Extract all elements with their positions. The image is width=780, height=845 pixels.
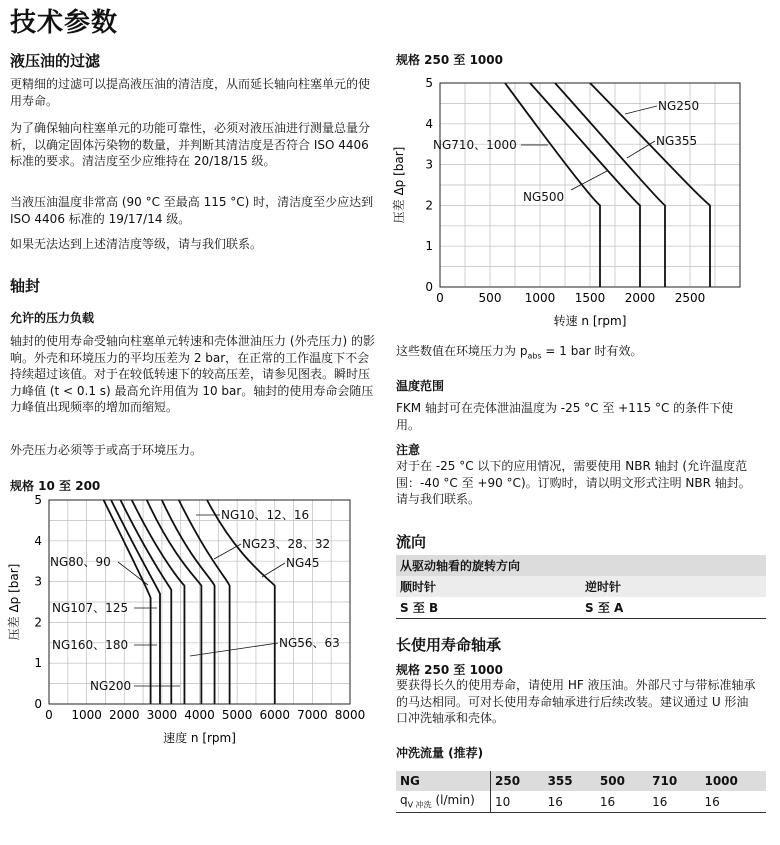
direction-value-counterclockwise: S 至 A <box>585 601 624 615</box>
direction-value-row <box>396 597 766 619</box>
flush-size: 250 <box>495 774 521 788</box>
series-label: NG80、90 <box>50 555 111 569</box>
series-label: NG23、28、32 <box>242 537 331 551</box>
series-label: NG45 <box>286 556 320 570</box>
x-tick-label: 1000 <box>71 708 102 722</box>
flush-size: 1000 <box>704 774 738 788</box>
y-tick-label: 2 <box>34 615 42 630</box>
ambient-pressure-note <box>396 343 756 365</box>
seal-paragraph-2: 外壳压力必须等于或高于环境压力。 <box>10 443 203 457</box>
y-tick-label: 1 <box>425 239 433 254</box>
flush-size: 500 <box>599 774 625 788</box>
series-label-leader <box>627 141 655 158</box>
filtration-paragraph-1: 更精细的过滤可以提高液压油的清洁度，从而延长轴向柱塞单元的使用寿命。 <box>10 77 371 108</box>
flush-value: 16 <box>547 794 563 809</box>
temperature-text: FKM 轴封可在壳体泄油温度为 -25 °C 至 +115 °C 的条件下使用。 <box>396 401 734 432</box>
series-label-leader <box>625 106 657 114</box>
x-tick-label: 7000 <box>297 708 328 722</box>
filtration-paragraph-4: 如果无法达到上述清洁度等级，请与我们联系。 <box>10 237 263 251</box>
x-tick-label: 3000 <box>146 708 178 722</box>
filtration-paragraph-3: 当液压油温度非常高 (90 °C 至最高 115 °C) 时，清洁度至少应达到 ISO 4406 标准的 19/17/14 级。 <box>10 195 374 226</box>
x-tick-label: 500 <box>478 291 502 305</box>
y-tick-label: 5 <box>425 76 433 90</box>
seal-heading: 轴封 <box>10 277 41 295</box>
temperature-heading: 温度范围 <box>396 379 445 393</box>
x-tick-label: 1000 <box>524 291 556 305</box>
flush-value: 10 <box>495 794 511 809</box>
flush-flow-heading: 冲洗流量 (推荐) <box>396 746 484 760</box>
series-label: NG250 <box>658 99 700 113</box>
flush-value-row <box>396 791 766 813</box>
series-label: NG710、1000 <box>433 138 517 152</box>
chart-sizes-250-1000 <box>385 70 770 330</box>
direction-col-counterclockwise: 逆时针 <box>585 580 622 594</box>
x-tick-label: 1500 <box>574 291 606 305</box>
flush-header-row <box>396 771 766 791</box>
direction-table-title: 从驱动轴看的旋转方向 <box>400 559 521 573</box>
x-tick-label: 2000 <box>624 291 656 305</box>
flush-value: 16 <box>704 794 720 809</box>
series-label-leader <box>190 643 278 656</box>
flush-ng-label: NG <box>396 771 491 791</box>
page-title: 技术参数 <box>10 8 119 38</box>
flush-q-symbol: q <box>400 793 408 807</box>
y-tick-label: 3 <box>34 574 42 589</box>
y-tick-label: 4 <box>34 533 42 548</box>
flush-q-sub: V 冲洗 <box>407 800 432 810</box>
y-axis-label: 压差 Δp [bar] <box>392 146 406 224</box>
x-tick-label: 0 <box>436 291 444 305</box>
direction-table <box>396 555 766 619</box>
x-axis-label: 转速 n [rpm] <box>553 314 627 328</box>
y-tick-label: 5 <box>34 493 42 507</box>
flush-value: 16 <box>652 794 668 809</box>
direction-title-row <box>396 555 766 576</box>
x-tick-label: 2000 <box>108 708 140 722</box>
flush-size: 355 <box>547 774 573 788</box>
seal-paragraph-1: 轴封的使用寿命受轴向柱塞单元转速和壳体泄油压力 (外壳压力) 的影响。外壳和环境压力的平均压差为 2 bar，在正常的工作温度下不会持续超过该值。对于在较低转速下的较高压差，请参见图表。瞬时压力峰值 (t < 0.1 s) 最高允许用值为 10 bar。轴封的使用寿命会随压力峰值出现频率的增加而缩短。 <box>10 334 375 414</box>
ambient-note-pre: 这些数值在环境压力为 p <box>396 344 528 358</box>
series-label: NG500 <box>523 190 565 204</box>
bearing-subheading: 规格 250 至 1000 <box>396 663 503 677</box>
filtration-paragraph-2: 为了确保轴向柱塞单元的功能可靠性，必须对液压油进行测量总量分析，以确定固体污染物的数量，并判断其清洁度是否符合 ISO 4406 标准的要求。清洁度至少应维持在 20/18/15 级。 <box>10 121 371 168</box>
chart-small-heading: 规格 10 至 200 <box>10 479 101 493</box>
x-tick-label: 5000 <box>221 708 253 722</box>
series-label: NG160、180 <box>52 638 129 652</box>
direction-value-clockwise: S 至 B <box>400 601 439 615</box>
flush-size: 710 <box>652 774 678 788</box>
x-tick-label: 6000 <box>259 708 291 722</box>
flow-direction-heading: 流向 <box>396 533 427 551</box>
series-label-leader <box>571 171 607 190</box>
y-tick-label: 3 <box>425 157 433 172</box>
note-text: 对于在 -25 °C 以下的应用情况，需要使用 NBR 轴封 (允许温度范围：-40 °C 至 +90 °C)。订购时，请以明文形式注明 NBR 轴封。请与我们联系。 <box>396 459 751 506</box>
series-label: NG107、125 <box>52 601 129 615</box>
flush-q-label <box>396 791 491 813</box>
y-tick-label: 2 <box>425 198 433 213</box>
series-label-leader <box>262 563 285 577</box>
y-axis-label: 压差 Δp [bar] <box>7 563 21 641</box>
direction-col-clockwise: 顺时针 <box>400 580 437 594</box>
x-tick-label: 8000 <box>334 708 366 722</box>
seal-subheading: 允许的压力负载 <box>10 311 95 325</box>
y-tick-label: 0 <box>425 280 433 294</box>
x-tick-label: 4000 <box>184 708 215 722</box>
flush-flow-table <box>396 771 766 813</box>
series-label: NG200 <box>90 679 132 693</box>
y-tick-label: 1 <box>34 656 42 671</box>
note-heading: 注意 <box>396 443 421 457</box>
bearing-text: 要获得长久的使用寿命，请使用 HF 液压油。外部尺寸与带标准轴承的马达相同。可对长使用寿命轴承进行后续改装。建议通过 U 形油口冲洗轴承和壳体。 <box>396 678 756 725</box>
y-tick-label: 4 <box>425 116 433 131</box>
x-tick-label: 0 <box>45 708 53 722</box>
ambient-note-post: = 1 bar 时有效。 <box>541 344 643 358</box>
bearing-heading: 长使用寿命轴承 <box>396 636 502 654</box>
direction-header-row <box>396 576 766 597</box>
ambient-note-sub: abs <box>527 351 542 361</box>
series-label: NG56、63 <box>279 636 340 650</box>
flush-q-unit: (l/min) <box>431 793 475 807</box>
chart-sizes-10-200 <box>0 490 385 750</box>
flush-value: 16 <box>599 794 616 809</box>
x-tick-label: 2500 <box>674 291 706 305</box>
y-tick-label: 0 <box>34 697 42 711</box>
filtration-heading: 液压油的过滤 <box>10 52 101 70</box>
x-axis-label: 速度 n [rpm] <box>163 731 236 745</box>
series-label: NG355 <box>656 134 698 148</box>
chart-large-heading: 规格 250 至 1000 <box>396 53 503 67</box>
series-label: NG10、12、16 <box>221 508 310 522</box>
